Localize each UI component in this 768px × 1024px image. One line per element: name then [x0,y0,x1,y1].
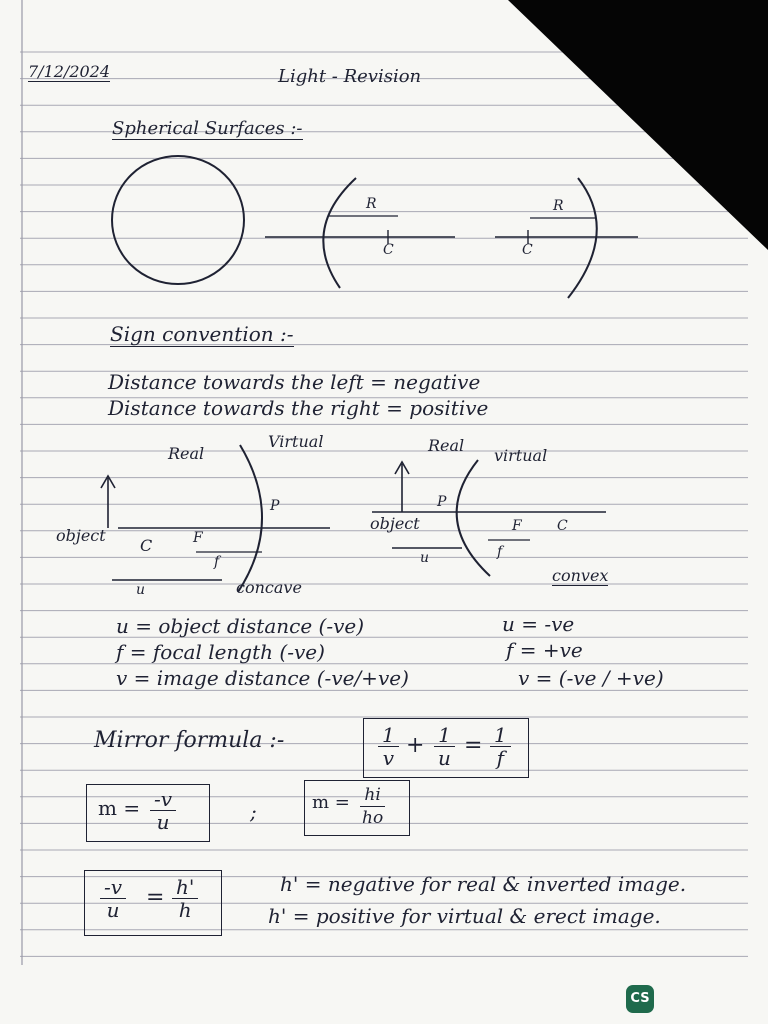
ratio-eq: = [146,885,165,910]
note-negative: h' = negative for real & inverted image. [280,872,687,896]
label-r1: R [366,196,377,212]
mf-t3-den: f [496,746,505,770]
convex-f: f [497,544,503,560]
ratio-l-den: u [106,898,120,922]
page-title: Light - Revision [278,66,422,87]
mag1-lhs: m = [98,796,141,820]
mf-t3-num: 1 [490,724,511,747]
mag1-num: -v [150,788,176,811]
mf-term-1 [378,724,399,769]
ratio-left [100,876,126,921]
concave-f: f [214,554,220,570]
convex-real: Real [428,436,465,455]
convex-p: P [437,494,447,510]
mf-t1-num: 1 [378,724,399,747]
concave-mirror [238,445,262,592]
label-c2: C [522,242,533,258]
camscanner-badge: CS [626,985,654,1013]
convex-u: u [420,550,430,566]
mag1-den: u [156,810,170,834]
separator: ; [250,800,257,824]
mf-t1-den: v [382,746,395,770]
mf-t2-num: 1 [434,724,455,747]
mf-eq: = [464,733,483,758]
mag2-den: ho [362,808,384,828]
ratio-right [172,876,198,921]
mag2-num: hi [360,784,384,807]
mf-t2-den: u [438,746,451,770]
def-f: f = focal length (-ve) [116,640,325,664]
convex-sign-f: f = +ve [506,638,583,662]
note-positive: h' = positive for virtual & erect image. [268,904,661,928]
convex-caption: convex [552,566,609,585]
mf-plus: + [406,733,425,758]
label-c1: C [383,242,394,258]
concave-surface-arc [323,178,356,288]
ratio-l-num: -v [100,876,126,899]
mf-term-2 [434,724,455,769]
concave-u: u [136,582,146,598]
ratio-r-num: h' [172,876,198,899]
mag1-fraction [150,788,176,833]
concave-c: C [140,536,153,555]
convex-virtual: virtual [494,446,548,465]
mirror-formula-label: Mirror formula :- [94,728,285,753]
sphere-circle [112,156,244,284]
concave-p: P [270,498,280,514]
mag2-fraction [358,784,387,829]
convex-sign-v: v = (-ve / +ve) [518,666,664,690]
ratio-r-den: h [178,898,192,922]
concave-caption: concave [236,578,302,597]
convex-sign-u: u = -ve [502,612,575,636]
concave-real: Real [168,444,205,463]
concave-object: object [56,526,106,545]
sign-heading: Sign convention :- [110,322,294,346]
mag2-lhs: m = [312,792,350,813]
convex-c: C [557,518,568,534]
convex-f-point: F [512,518,522,534]
def-u: u = object distance (-ve) [116,614,365,638]
convex-surface-arc [568,178,597,298]
mf-term-3 [490,724,511,769]
rule-left: Distance towards the left = negative [108,370,481,394]
concave-f-point: F [193,530,203,546]
date: 7/12/2024 [28,62,111,81]
label-r2: R [553,198,564,214]
rule-right: Distance towards the right = positive [108,396,489,420]
spherical-heading: Spherical Surfaces :- [112,118,303,139]
convex-mirror [457,460,490,576]
convex-object: object [370,514,420,533]
concave-virtual: Virtual [268,432,324,451]
def-v: v = image distance (-ve/+ve) [116,666,409,690]
